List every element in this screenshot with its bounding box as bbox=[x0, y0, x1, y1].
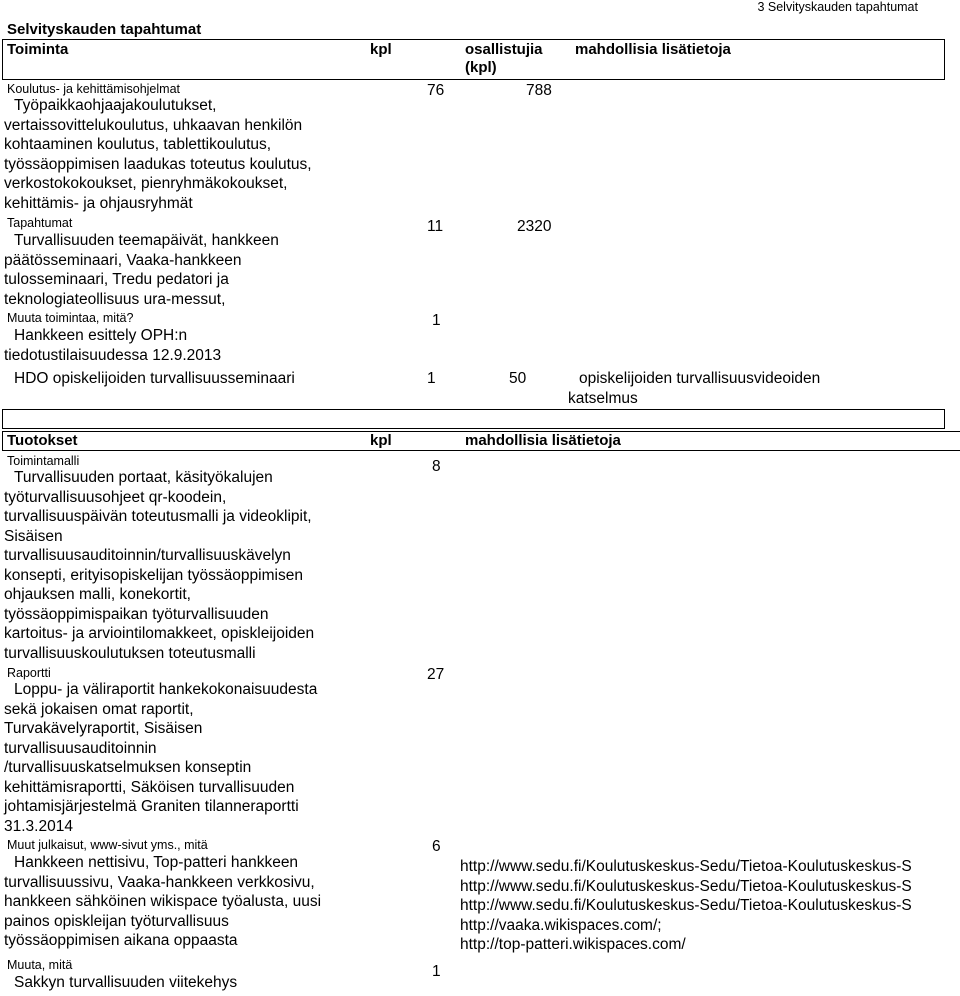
row-kpl-tapahtumat: 11 bbox=[427, 218, 444, 235]
row-kpl-muut-julkaisut: 6 bbox=[432, 838, 441, 855]
row-label-muut-julkaisut: Muut julkaisut, www-sivut yms., mitä bbox=[7, 838, 208, 852]
col-kpl: kpl bbox=[370, 41, 392, 58]
link-sedu-1[interactable]: http://www.sedu.fi/Koulutuskeskus-Sedu/Tietoa-Koulutuskeskus-S bbox=[460, 858, 912, 875]
row-osallistujia-tapahtumat: 2320 bbox=[517, 218, 552, 235]
link-sedu-3[interactable]: http://www.sedu.fi/Koulutuskeskus-Sedu/Tietoa-Koulutuskeskus-S bbox=[460, 897, 912, 914]
row-label-tapahtumat: Tapahtumat bbox=[7, 216, 73, 230]
row-label-muuta-toimintaa: Muuta toimintaa, mitä? bbox=[7, 311, 134, 325]
row-description-muuta: Sakkyn turvallisuuden viitekehys bbox=[14, 974, 238, 991]
link-list bbox=[460, 857, 960, 955]
row-kpl-hdo: 1 bbox=[427, 370, 436, 387]
row-osallistujia-koulutus: 788 bbox=[526, 82, 552, 99]
col-lisatietoja-tuotokset: mahdollisia lisätietoja bbox=[465, 432, 621, 449]
row-label-koulutus: Koulutus- ja kehittämisohjelmat bbox=[7, 82, 180, 96]
row-kpl-toimintamalli: 8 bbox=[432, 458, 441, 475]
row-description-raportti: Loppu- ja väliraportit hankekokonaisuudesta sekä jokaisen omat raportit, Turvakävelyraportit, Sisäisen turvallisuusauditoinnin /turvallisuuskatselmuksen konseptin kehittämisraportti, Säköisen turvallisuuden johtamisjärjestelmä Graniten tilanneraportti 31.3.2014 bbox=[4, 681, 318, 835]
col-kpl-tuotokset: kpl bbox=[370, 432, 392, 449]
col-lisatietoja: mahdollisia lisätietoja bbox=[575, 41, 731, 58]
row-kpl-raportti: 27 bbox=[427, 666, 445, 683]
page-header: 3 Selvityskauden tapahtumat bbox=[757, 0, 918, 14]
row-lisatietoja-hdo: opiskelijoiden turvallisuusvideoiden katselmus bbox=[568, 370, 821, 407]
row-label-muuta: Muuta, mitä bbox=[7, 958, 73, 972]
row-description-koulutus: Työpaikkaohjaajakoulutukset, vertaissovittelukoulutus, uhkaavan henkilön kohtaaminen koulutus, tablettikoulutus, työssäoppimisen laadukas toteutus koulutus, verkostokokoukset, pienryhmäkokoukset, kehittämis- ja ohjausryhmät bbox=[4, 97, 312, 212]
col-toiminta: Toiminta bbox=[7, 41, 69, 58]
row-description-tapahtumat: Turvallisuuden teemapäivät, hankkeen päätösseminaari, Vaaka-hankkeen tulosseminaari, Tredu pedatori ja teknologiateollisuus ura-messut, bbox=[4, 232, 279, 308]
link-vaaka[interactable]: http://vaaka.wikispaces.com/; bbox=[460, 916, 662, 934]
row-description-toimintamalli: Turvallisuuden portaat, käsityökalujen työturvallisuusohjeet qr-koodein, turvallisuuspäivän toteutusmalli ja videoklipit, Sisäisen turvallisuusauditoinnin/turvallisuuskävelyn konsepti, erityisopiskelijan työssäoppimisen ohjauksen malli, konekortit, työssäoppimispaikan työturvallisuuden kartoitus- ja arviointilomakkeet, opiskleijoiden turvallisuuskoulutuksen toteutusmalli bbox=[4, 469, 315, 662]
row-label-raportti: Raportti bbox=[7, 666, 51, 680]
row-kpl-muuta: 1 bbox=[432, 963, 441, 980]
row-kpl-koulutus: 76 bbox=[427, 82, 445, 99]
row-description-muuta-toimintaa: Hankkeen esittely OPH:n tiedotustilaisuudessa 12.9.2013 bbox=[4, 327, 222, 364]
row-description-muut-julkaisut: Hankkeen nettisivu, Top-patteri hankkeen turvallisuussivu, Vaaka-hankkeen verkkosivu, hankkeen sähköinen wikispace työalusta, uusi painos opiskleijan työturvallisuus työssäoppimisen aikana oppaasta bbox=[4, 854, 322, 949]
link-sedu-2[interactable]: http://www.sedu.fi/Koulutuskeskus-Sedu/Tietoa-Koulutuskeskus-S bbox=[460, 877, 912, 895]
row-label-toimintamalli: Toimintamalli bbox=[7, 454, 80, 468]
link-top-patteri[interactable]: http://top-patteri.wikispaces.com/ bbox=[460, 936, 686, 953]
row-osallistujia-hdo: 50 bbox=[509, 370, 527, 387]
col-osallistujia: osallistujia (kpl) bbox=[465, 41, 543, 76]
section-title: Selvityskauden tapahtumat bbox=[7, 21, 202, 38]
row-description-hdo: HDO opiskelijoiden turvallisuusseminaari bbox=[14, 370, 295, 387]
row-kpl-muuta-toimintaa: 1 bbox=[432, 312, 441, 329]
col-tuotokset: Tuotokset bbox=[7, 432, 78, 449]
